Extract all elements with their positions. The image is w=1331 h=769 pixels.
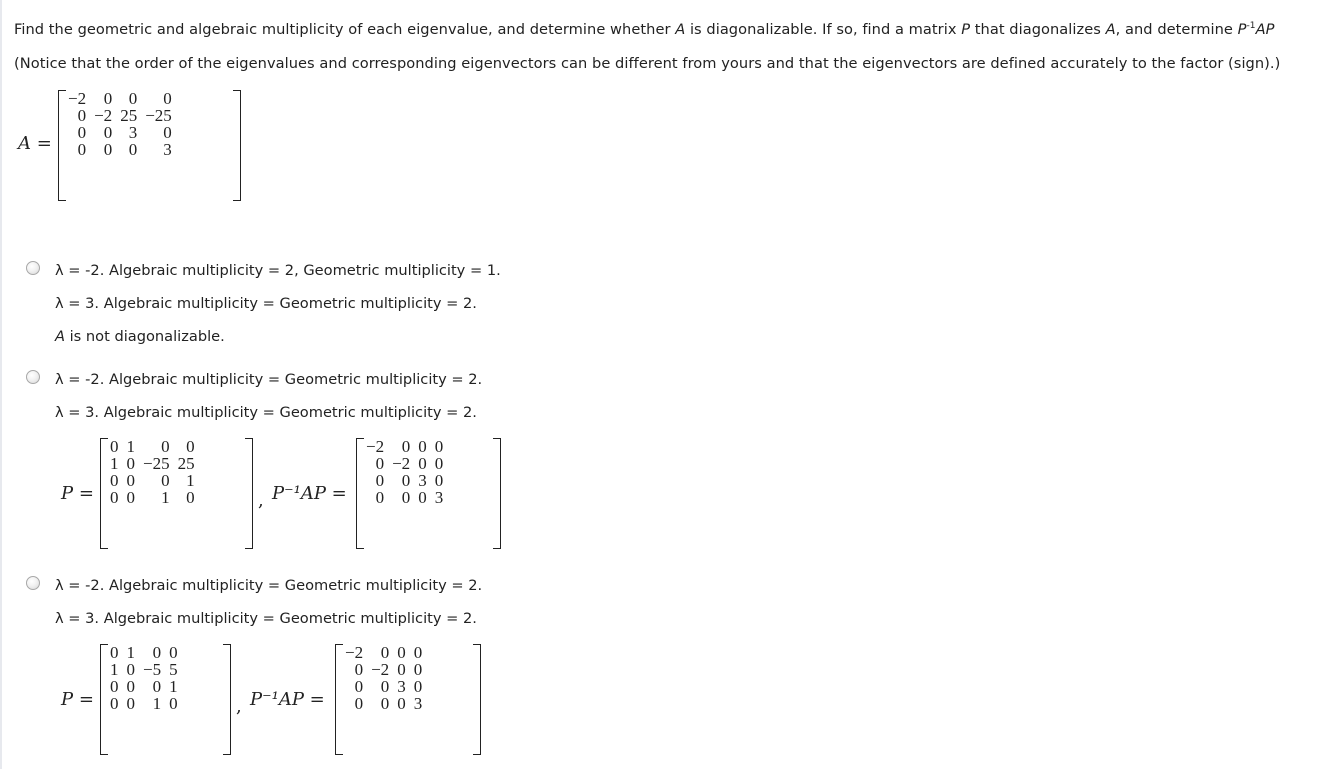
matrix-cell: 0 [126, 471, 135, 490]
matrix-cell: 0 [401, 437, 411, 456]
matrix-cell: 0 [418, 488, 427, 507]
matrix-cell: 0 [380, 677, 390, 696]
matrix-row [106, 472, 199, 489]
right-bracket [493, 438, 501, 549]
matrix-cell: 0 [354, 677, 364, 696]
matrix-cell: 0 [152, 677, 162, 696]
var-p: P [1237, 21, 1247, 38]
matrix-cell: 0 [418, 437, 427, 456]
matrix-row [64, 90, 176, 107]
matrix-cell: 0 [110, 471, 119, 490]
matrix-cell: −2 [366, 437, 385, 456]
matrix-cell: −2 [371, 660, 390, 679]
matrix-cell: 0 [354, 660, 364, 679]
option-2-line-1: λ = -2. Algebraic multiplicity = Geometric multiplicity = 2. [55, 371, 483, 388]
superscript: -1 [1246, 21, 1256, 32]
matrix-cell: 0 [413, 677, 423, 696]
matrix-cell: 0 [434, 437, 444, 456]
matrix-cell: 1 [169, 677, 178, 696]
matrix-cell: 3 [418, 471, 427, 490]
matrix-cell: −2 [94, 106, 113, 125]
matrix-cell: 0 [397, 660, 406, 679]
matrix-cell: 5 [169, 660, 178, 679]
matrix-cell: 1 [126, 643, 135, 662]
right-bracket [233, 90, 241, 201]
matrix-row [106, 489, 199, 506]
matrix-cell: 0 [128, 89, 138, 108]
option-1-conclusion: is not diagonalizable. [64, 328, 225, 345]
matrix-cell: 0 [375, 454, 385, 473]
matrix-cell: 0 [375, 488, 385, 507]
option-3-line-1: λ = -2. Algebraic multiplicity = Geometric multiplicity = 2. [55, 577, 483, 594]
matrix-cell: −2 [392, 454, 411, 473]
option-2-d-label: P⁻¹AP = [272, 483, 347, 504]
matrix-cell: 0 [161, 471, 170, 490]
matrix-cell: 0 [375, 471, 385, 490]
option-1-radio[interactable] [26, 261, 40, 275]
option-3-line-2: λ = 3. Algebraic multiplicity = Geometric multiplicity = 2. [55, 610, 477, 627]
matrix-cell: −2 [68, 89, 87, 108]
matrix-cell: 3 [413, 694, 423, 713]
matrix-cell: 0 [126, 694, 135, 713]
option-3-radio[interactable] [26, 576, 40, 590]
matrix-grid [106, 438, 199, 506]
matrix-cell: 0 [413, 660, 423, 679]
matrix-cell: −2 [345, 643, 364, 662]
matrix-cell: 0 [77, 106, 87, 125]
option-2-matrix-p [100, 438, 253, 549]
var-a: A [55, 328, 65, 345]
option-1-line-2: λ = 3. Algebraic multiplicity = Geometric multiplicity = 2. [55, 295, 477, 312]
option-2-line-2: λ = 3. Algebraic multiplicity = Geometric multiplicity = 2. [55, 404, 477, 421]
matrix-cell: 0 [126, 660, 135, 679]
matrix-row [362, 455, 447, 472]
matrix-cell: 1 [152, 694, 162, 713]
matrix-cell: 0 [163, 89, 172, 108]
matrix-row [106, 455, 199, 472]
matrix-cell: 3 [128, 123, 138, 142]
matrix-row [341, 661, 426, 678]
matrix-cell: 0 [110, 694, 119, 713]
option-3-matrix-d [335, 644, 481, 755]
matrix-cell: 0 [418, 454, 427, 473]
question-note: (Notice that the order of the eigenvalues and corresponding eigenvectors can be different from yours and that the eigenvectors are defined accurately to the factor (sign).) [14, 55, 1281, 72]
matrix-cell: 0 [434, 471, 444, 490]
var-a: A [1105, 21, 1116, 38]
matrix-row [362, 438, 447, 455]
matrix-row [64, 141, 176, 158]
matrix-row [106, 644, 182, 661]
matrix-cell: 0 [126, 488, 135, 507]
matrix-row [341, 644, 426, 661]
matrix-cell: 0 [186, 437, 195, 456]
matrix-cell: −25 [145, 106, 172, 125]
matrix-cell: 0 [354, 694, 364, 713]
matrix-cell: 0 [103, 123, 113, 142]
matrix-cell: 0 [128, 140, 138, 159]
question-text-part: Find the geometric and algebraic multiplicity of each eigenvalue, and determine whether [14, 21, 676, 38]
matrix-cell: 0 [401, 471, 411, 490]
question-text-part: , and determine [1115, 21, 1238, 38]
right-bracket [473, 644, 481, 755]
option-2-separator: , [258, 490, 264, 511]
var-a: A [675, 21, 686, 38]
matrix-cell: 0 [77, 140, 87, 159]
matrix-cell: 0 [401, 488, 411, 507]
matrix-row [341, 678, 426, 695]
question-text [14, 21, 1274, 38]
option-3-matrix-p [100, 644, 231, 755]
var-p: P [961, 21, 971, 38]
matrix-row [362, 472, 447, 489]
matrix-cell: 0 [110, 643, 119, 662]
matrix-cell: 0 [103, 140, 113, 159]
matrix-cell: 3 [163, 140, 172, 159]
matrix-row [341, 695, 426, 712]
matrix-cell: 0 [380, 694, 390, 713]
matrix-cell: 0 [163, 123, 172, 142]
matrix-row [106, 438, 199, 455]
question-text-part: is diagonalizable. If so, find a matrix [685, 21, 962, 38]
matrix-row [106, 661, 182, 678]
matrix-cell: 3 [434, 488, 444, 507]
right-bracket [245, 438, 253, 549]
left-border [0, 0, 2, 769]
matrix-row [64, 124, 176, 141]
matrix-row [106, 695, 182, 712]
matrix-cell: 1 [110, 660, 119, 679]
matrix-cell: 25 [177, 454, 195, 473]
matrix-cell: 0 [126, 454, 135, 473]
option-2-matrix-d [356, 438, 501, 549]
matrix-a-label: A = [18, 133, 52, 154]
matrix-cell: 0 [413, 643, 423, 662]
matrix-cell: 1 [161, 488, 170, 507]
matrix-cell: 0 [126, 677, 135, 696]
option-1-line-1: λ = -2. Algebraic multiplicity = 2, Geometric multiplicity = 1. [55, 262, 501, 279]
option-3-separator: , [236, 696, 242, 717]
matrix-cell: 1 [110, 454, 119, 473]
matrix-grid [341, 644, 426, 712]
matrix-grid [64, 90, 176, 158]
option-3-d-label: P⁻¹AP = [250, 689, 325, 710]
matrix-cell: −5 [143, 660, 162, 679]
matrix-cell: 0 [434, 454, 444, 473]
matrix-cell: 0 [397, 694, 406, 713]
matrix-cell: 0 [380, 643, 390, 662]
matrix-cell: 1 [186, 471, 195, 490]
matrix-cell: −25 [143, 454, 170, 473]
matrix-cell: 1 [126, 437, 135, 456]
var-ap: AP [1255, 21, 1275, 38]
matrix-cell: 0 [169, 694, 178, 713]
question-text-part: that diagonalizes [970, 21, 1106, 38]
matrix-cell: 0 [186, 488, 195, 507]
right-bracket [223, 644, 231, 755]
option-3-p-label: P = [61, 689, 94, 710]
matrix-cell: 25 [120, 106, 138, 125]
matrix-grid [106, 644, 182, 712]
matrix-grid [362, 438, 447, 506]
matrix-cell: 0 [161, 437, 170, 456]
matrix-cell: 0 [397, 643, 406, 662]
matrix-row [106, 678, 182, 695]
matrix-row [64, 107, 176, 124]
matrix-cell: 0 [169, 643, 178, 662]
option-2-radio[interactable] [26, 370, 40, 384]
matrix-cell: 3 [397, 677, 406, 696]
matrix-cell: 0 [152, 643, 162, 662]
matrix-row [362, 489, 447, 506]
matrix-a [58, 90, 241, 201]
matrix-cell: 0 [110, 437, 119, 456]
matrix-cell: 0 [110, 488, 119, 507]
matrix-cell: 0 [110, 677, 119, 696]
matrix-cell: 0 [77, 123, 87, 142]
matrix-cell: 0 [103, 89, 113, 108]
option-1-line-3 [55, 328, 225, 345]
option-2-p-label: P = [61, 483, 94, 504]
